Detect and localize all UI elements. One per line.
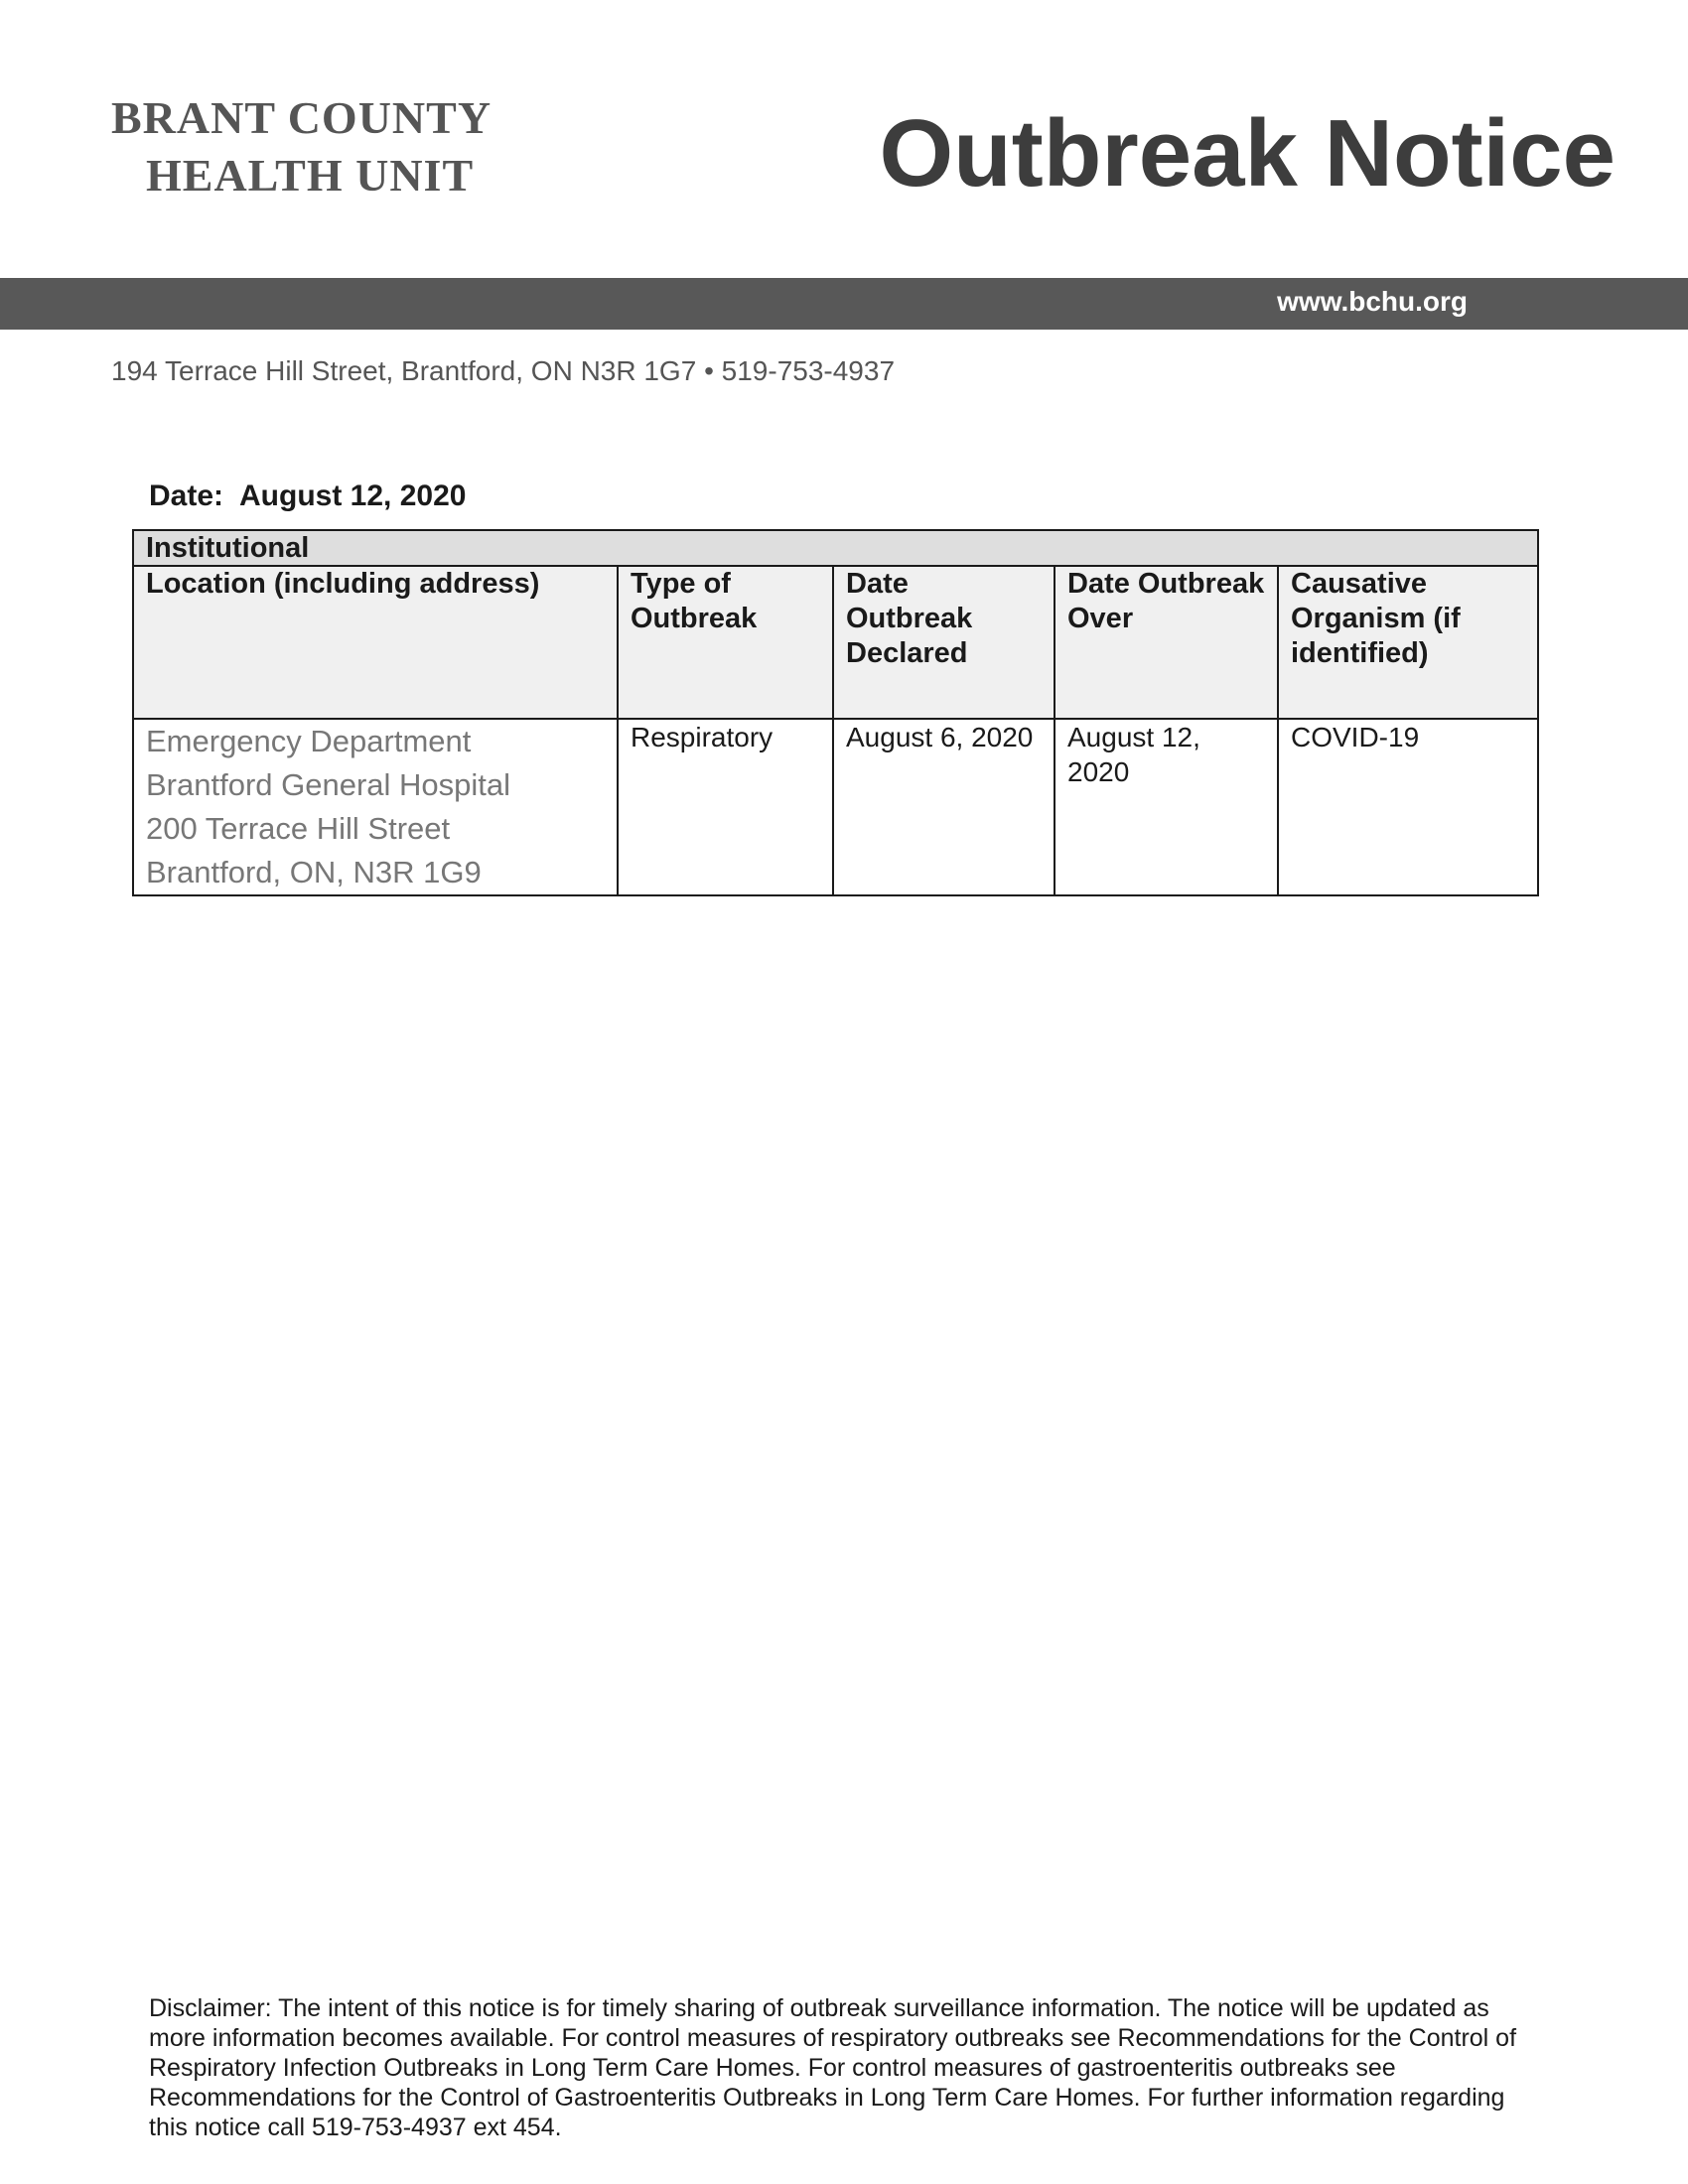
location-line: Emergency Department [146, 724, 472, 758]
date-value: August 12, 2020 [239, 479, 467, 512]
location-line: Brantford, ON, N3R 1G9 [146, 855, 482, 889]
column-header-over: Date Outbreak Over [1055, 566, 1278, 719]
column-header-organism: Causative Organism (if identified) [1278, 566, 1538, 719]
disclaimer-text: Disclaimer: The intent of this notice is for timely sharing of outbreak surveillance information. The notice will be updated as more information becomes available. For control measures of respiratory outbreaks see Recommendations for the Control of Respiratory Infection Outbreaks in Long Term Care Homes. For control measures of gastroenteritis outbreaks see Recommendations for the Control of Gastroenteritis Outbreaks in Long Term Care Homes. For further information regarding this notice call 519-753-4937 ext 454. [149, 1994, 1517, 2141]
organization-logo-text [111, 89, 492, 205]
outbreak-type-cell: Respiratory [618, 719, 833, 895]
date-declared-cell: August 6, 2020 [833, 719, 1055, 895]
notice-date [149, 477, 466, 516]
column-header-declared: Date Outbreak Declared [833, 566, 1055, 719]
location-cell [133, 719, 618, 895]
table-header-row [133, 566, 1538, 719]
date-label: Date: [149, 479, 224, 512]
location-line: Brantford General Hospital [146, 767, 511, 802]
organism-cell: COVID-19 [1278, 719, 1538, 895]
column-header-location: Location (including address) [133, 566, 618, 719]
table-row [133, 719, 1538, 895]
date-over-cell: August 12, 2020 [1055, 719, 1278, 895]
table-group-header-row [133, 530, 1538, 566]
contact-address: 194 Terrace Hill Street, Brantford, ON N3R 1G7 • 519-753-4937 [111, 355, 896, 386]
location-line: 200 Terrace Hill Street [146, 811, 451, 846]
org-name-line-2: HEALTH UNIT [146, 150, 475, 201]
org-name-line-1: BRANT COUNTY [111, 92, 492, 143]
outbreak-table [132, 529, 1539, 896]
column-header-type: Type of Outbreak [618, 566, 833, 719]
website-link[interactable]: www.bchu.org [1277, 286, 1468, 317]
group-header: Institutional [133, 530, 1538, 566]
page-title: Outbreak Notice [879, 100, 1616, 206]
